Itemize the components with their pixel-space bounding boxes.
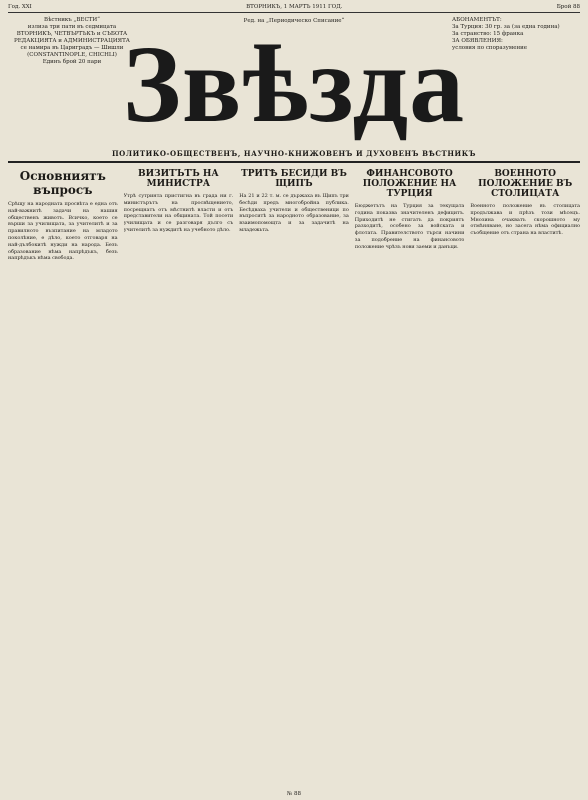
article-text: Срѣщу на народната просвѣта е една отъ най-важнитѣ задачи на нашия общественъ животъ. Всичко, което се върши за училищата, за учителитѣ и за правилното възпитание на младото поколѣние, е дѣло, което отговаря на най-дълбокитѣ нужди на народа. Безъ образование нѣма напрѣдъкъ, безъ напрѣдъкъ нѣма свобода.	[8, 201, 118, 262]
left-line: (CONSTANTINOPLE, CHICHLI)	[27, 52, 117, 58]
issue-date: ВТОРНИКЪ, 1 МАРТЪ 1911 ГОД.	[246, 4, 343, 10]
article-text: На 21 и 22 т. м. се държаха въ Щипъ три бесѣди предъ многобройна публика. Бесѣдваха учители и общественици по въпроситѣ за народното образование, за взаимопомощта и за задачитѣ на младежьта.	[239, 193, 349, 233]
column-1	[8, 165, 118, 773]
newspaper-subtitle: ПОЛИТИКО-ОБЩЕСТВЕНЪ, НАУЧНО-КНИЖОВЕНЪ И ДУХОВЕНЪ ВѢСТНИКЪ	[111, 149, 477, 158]
right-line: За странство: 15 франка	[452, 31, 524, 37]
column-3	[239, 165, 349, 773]
headline: Основниятъ въпросъ	[19, 169, 106, 197]
column-2	[124, 165, 234, 773]
masthead-left-block	[8, 17, 136, 66]
article-columns	[8, 165, 580, 773]
top-bar	[8, 4, 580, 13]
left-line: се намира въ Цариградъ — Шишли	[20, 45, 124, 51]
issue-number: Брой 88	[556, 4, 580, 10]
headline: ФИНАНСОВОТО ПОЛОЖЕНИЕ НА ТУРЦИЯ	[362, 169, 457, 199]
issue-left: Год. XXI	[8, 4, 32, 10]
headline: ВОЕННОТО ПОЛОЖЕНИЕ ВЪ СТОЛИЦАТА	[478, 169, 573, 199]
left-line: излиза три пати въ седмицата	[27, 24, 117, 30]
article-text: Бюджетътъ на Турция за текущата година показва значителенъ дефицитъ. Приходитѣ не стигатъ да покриятъ разходитѣ, особено за войската и флотата. Правителството търси начини за подобрение на финансовото положение чрѣзъ нови заеми и данъци.	[354, 203, 465, 250]
page-footer: № 88	[287, 791, 301, 797]
headline: ВИЗИТЪТЪ НА МИНИСТРА	[138, 169, 219, 189]
masthead-right-block	[452, 17, 580, 52]
column-4	[355, 165, 465, 773]
right-line: За Турция: 30 гр. за (за една година)	[452, 24, 560, 30]
center-line: Ред. на „Периодическо Списание“	[243, 18, 345, 24]
right-line: АБОНАМЕНТЪТ:	[452, 17, 502, 23]
left-line: Вѣстникъ „ВЕСТИ“	[44, 17, 100, 23]
left-line: Единъ брой 20 пари	[42, 59, 102, 65]
headline: ТРИТѢ БЕСИДИ ВЪ ЩИПЪ	[241, 169, 347, 189]
right-line: ЗА ОБЯВЛЕНИЯ:	[452, 38, 503, 44]
masthead	[8, 13, 580, 163]
left-line: РЕДАКЦИЯТА и АДМИНИСТРАЦИЯТА	[14, 38, 130, 44]
column-5	[470, 165, 580, 773]
right-line: условия по споразумение	[452, 45, 528, 51]
left-line: ВТОРНИКЪ, ЧЕТВЪРТЪКЪ и СЪБОТА	[16, 31, 128, 37]
newspaper-title: Звѣзда	[122, 23, 466, 145]
article-text: Утрѣ сутринта пристигна въ града ни г. министърътъ на просвѣщението, посрещнатъ отъ мѣстнитѣ власти и отъ представители на общината. Той посети училищата и се разговаря дълго съ учителитѣ за нуждитѣ на учебното дѣло.	[123, 193, 234, 233]
article-text: Военното положение въ столицата продължава и прѣзъ този мѣсецъ. Мнозина очакватъ скорошното му отмѣняване, но засега нѣма официално съобщение отъ страна на властитѣ.	[470, 203, 580, 237]
